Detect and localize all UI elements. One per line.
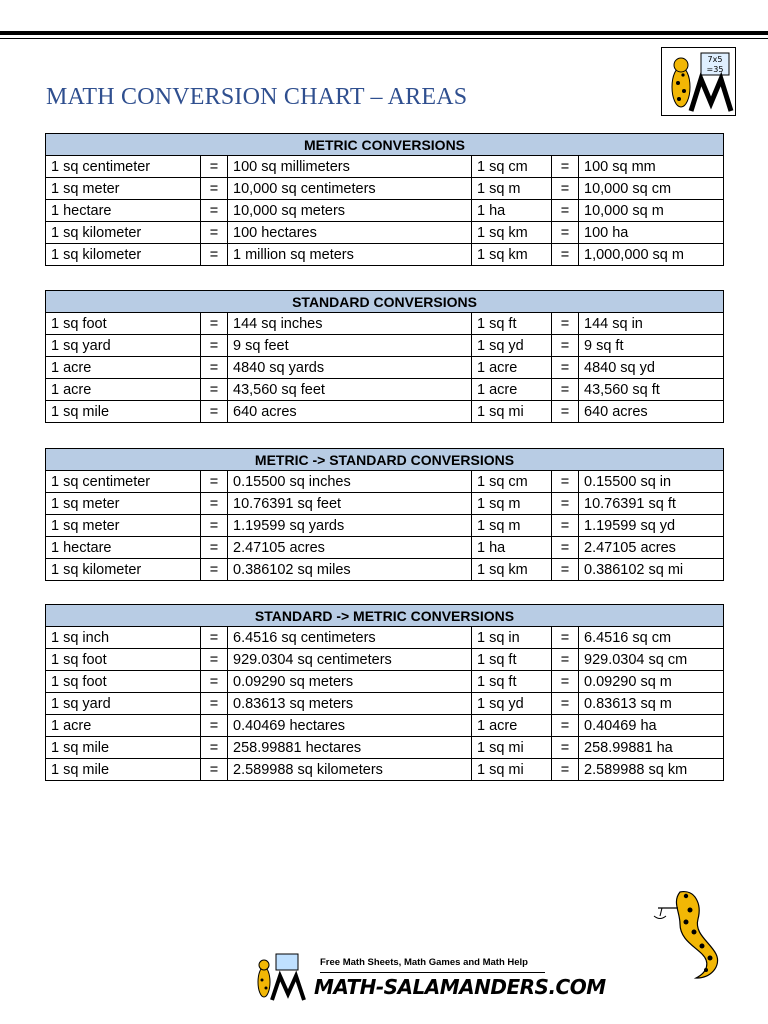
table-row [46,379,724,401]
to-value-cell: 0.386102 sq miles [228,559,472,581]
to-value-cell: 9 sq feet [228,335,472,357]
to-value-cell: 929.0304 sq centimeters [228,649,472,671]
equals-sign-cell: = [552,222,579,244]
equals-sign-cell: = [201,244,228,266]
table-heading: STANDARD CONVERSIONS [46,291,724,313]
equals-sign-cell: = [201,156,228,178]
to-abbr-cell: 2.589988 sq km [579,759,724,781]
equals-sign-cell: = [201,759,228,781]
to-value-cell: 2.589988 sq kilometers [228,759,472,781]
to-abbr-cell: 2.47105 acres [579,537,724,559]
from-unit-cell: 1 acre [46,379,201,401]
table-row [46,313,724,335]
from-abbr-cell: 1 acre [472,715,552,737]
footer-brand-link[interactable]: MATH-SALAMANDERS.COM [314,975,606,999]
to-value-cell: 6.4516 sq centimeters [228,627,472,649]
from-abbr-cell: 1 sq yd [472,335,552,357]
from-unit-cell: 1 sq kilometer [46,244,201,266]
equals-sign-cell: = [201,357,228,379]
table-row [46,471,724,493]
to-abbr-cell: 10.76391 sq ft [579,493,724,515]
to-abbr-cell: 4840 sq yd [579,357,724,379]
to-abbr-cell: 0.15500 sq in [579,471,724,493]
table-row [46,401,724,423]
equals-sign-cell: = [552,715,579,737]
from-unit-cell: 1 sq foot [46,313,201,335]
to-abbr-cell: 258.99881 ha [579,737,724,759]
equals-sign-cell: = [201,737,228,759]
equals-sign-cell: = [201,493,228,515]
to-abbr-cell: 10,000 sq m [579,200,724,222]
equals-sign-cell: = [552,335,579,357]
from-abbr-cell: 1 sq ft [472,313,552,335]
from-unit-cell: 1 sq mile [46,759,201,781]
to-value-cell: 43,560 sq feet [228,379,472,401]
to-value-cell: 1.19599 sq yards [228,515,472,537]
from-abbr-cell: 1 sq cm [472,156,552,178]
to-value-cell: 0.40469 hectares [228,715,472,737]
to-value-cell: 4840 sq yards [228,357,472,379]
to-abbr-cell: 1,000,000 sq m [579,244,724,266]
table-row [46,649,724,671]
to-value-cell: 258.99881 hectares [228,737,472,759]
equals-sign-cell: = [552,759,579,781]
to-abbr-cell: 10,000 sq cm [579,178,724,200]
equals-sign-cell: = [552,379,579,401]
to-value-cell: 144 sq inches [228,313,472,335]
to-value-cell: 0.09290 sq meters [228,671,472,693]
from-abbr-cell: 1 sq km [472,559,552,581]
from-unit-cell: 1 sq inch [46,627,201,649]
from-unit-cell: 1 sq centimeter [46,156,201,178]
table-row [46,335,724,357]
from-unit-cell: 1 sq mile [46,401,201,423]
footer-salamander-image [250,952,310,1002]
table-row [46,693,724,715]
from-unit-cell: 1 sq meter [46,178,201,200]
table-row [46,627,724,649]
to-value-cell: 640 acres [228,401,472,423]
footer-divider [320,972,545,973]
salamander-mascot-image [650,884,730,984]
table-row [46,244,724,266]
table-row [46,156,724,178]
table-row [46,737,724,759]
table-row [46,715,724,737]
table-heading: STANDARD -> METRIC CONVERSIONS [46,605,724,627]
equals-sign-cell: = [201,649,228,671]
equals-sign-cell: = [552,156,579,178]
standard-to-metric-table [45,604,724,781]
to-abbr-cell: 640 acres [579,401,724,423]
table-row [46,357,724,379]
equals-sign-cell: = [552,244,579,266]
table-row [46,559,724,581]
equals-sign-cell: = [552,537,579,559]
to-value-cell: 0.15500 sq inches [228,471,472,493]
equals-sign-cell: = [552,693,579,715]
standard-conversions-table [45,290,724,423]
to-value-cell: 100 sq millimeters [228,156,472,178]
table-row [46,515,724,537]
table-row [46,222,724,244]
from-abbr-cell: 1 acre [472,357,552,379]
from-abbr-cell: 1 sq ft [472,671,552,693]
equals-sign-cell: = [201,335,228,357]
from-unit-cell: 1 sq meter [46,515,201,537]
from-unit-cell: 1 acre [46,715,201,737]
metric-conversions-table [45,133,724,266]
equals-sign-cell: = [552,401,579,423]
table-row [46,200,724,222]
equals-sign-cell: = [552,515,579,537]
from-unit-cell: 1 acre [46,357,201,379]
to-abbr-cell: 0.40469 ha [579,715,724,737]
to-abbr-cell: 1.19599 sq yd [579,515,724,537]
from-abbr-cell: 1 sq km [472,222,552,244]
equals-sign-cell: = [552,627,579,649]
to-abbr-cell: 0.09290 sq m [579,671,724,693]
equals-sign-cell: = [552,559,579,581]
to-abbr-cell: 0.386102 sq mi [579,559,724,581]
table-row [46,537,724,559]
from-abbr-cell: 1 sq m [472,178,552,200]
equals-sign-cell: = [201,693,228,715]
equals-sign-cell: = [201,627,228,649]
equals-sign-cell: = [201,401,228,423]
from-abbr-cell: 1 sq mi [472,737,552,759]
from-unit-cell: 1 sq foot [46,671,201,693]
from-unit-cell: 1 sq yard [46,693,201,715]
from-abbr-cell: 1 sq in [472,627,552,649]
to-abbr-cell: 929.0304 sq cm [579,649,724,671]
from-abbr-cell: 1 sq mi [472,401,552,423]
from-unit-cell: 1 hectare [46,200,201,222]
from-abbr-cell: 1 sq m [472,493,552,515]
from-unit-cell: 1 sq centimeter [46,471,201,493]
svg-text:7x5: 7x5 [707,55,723,64]
from-abbr-cell: 1 ha [472,200,552,222]
to-value-cell: 10,000 sq centimeters [228,178,472,200]
to-abbr-cell: 0.83613 sq m [579,693,724,715]
equals-sign-cell: = [552,471,579,493]
from-abbr-cell: 1 sq km [472,244,552,266]
to-value-cell: 1 million sq meters [228,244,472,266]
to-abbr-cell: 100 sq mm [579,156,724,178]
to-value-cell: 100 hectares [228,222,472,244]
to-abbr-cell: 144 sq in [579,313,724,335]
to-abbr-cell: 43,560 sq ft [579,379,724,401]
equals-sign-cell: = [552,737,579,759]
equals-sign-cell: = [201,471,228,493]
table-row [46,178,724,200]
header-rule-thin [0,38,768,39]
equals-sign-cell: = [201,222,228,244]
from-unit-cell: 1 sq foot [46,649,201,671]
from-unit-cell: 1 sq kilometer [46,222,201,244]
from-abbr-cell: 1 sq m [472,515,552,537]
to-value-cell: 0.83613 sq meters [228,693,472,715]
equals-sign-cell: = [552,357,579,379]
table-row [46,759,724,781]
metric-to-standard-table [45,448,724,581]
to-value-cell: 2.47105 acres [228,537,472,559]
from-unit-cell: 1 sq meter [46,493,201,515]
math-salamanders-logo [661,47,736,116]
footer [250,952,606,1007]
footer-tagline: Free Math Sheets, Math Games and Math Help [320,957,528,968]
equals-sign-cell: = [201,515,228,537]
to-value-cell: 10.76391 sq feet [228,493,472,515]
svg-text:=35: =35 [706,65,724,74]
page-title: MATH CONVERSION CHART – AREAS [46,84,468,110]
from-abbr-cell: 1 ha [472,537,552,559]
equals-sign-cell: = [552,649,579,671]
from-unit-cell: 1 sq mile [46,737,201,759]
from-abbr-cell: 1 sq mi [472,759,552,781]
from-unit-cell: 1 hectare [46,537,201,559]
from-abbr-cell: 1 sq cm [472,471,552,493]
equals-sign-cell: = [201,200,228,222]
header-rule-thick [0,31,768,35]
from-unit-cell: 1 sq kilometer [46,559,201,581]
equals-sign-cell: = [201,379,228,401]
to-value-cell: 10,000 sq meters [228,200,472,222]
to-abbr-cell: 9 sq ft [579,335,724,357]
equals-sign-cell: = [201,313,228,335]
from-abbr-cell: 1 sq ft [472,649,552,671]
equals-sign-cell: = [201,537,228,559]
equals-sign-cell: = [552,200,579,222]
equals-sign-cell: = [552,313,579,335]
table-heading: METRIC -> STANDARD CONVERSIONS [46,449,724,471]
from-abbr-cell: 1 sq yd [472,693,552,715]
equals-sign-cell: = [201,715,228,737]
equals-sign-cell: = [552,178,579,200]
equals-sign-cell: = [201,178,228,200]
table-row [46,671,724,693]
from-unit-cell: 1 sq yard [46,335,201,357]
table-row [46,493,724,515]
from-abbr-cell: 1 acre [472,379,552,401]
table-heading: METRIC CONVERSIONS [46,134,724,156]
equals-sign-cell: = [552,671,579,693]
equals-sign-cell: = [552,493,579,515]
equals-sign-cell: = [201,559,228,581]
to-abbr-cell: 100 ha [579,222,724,244]
equals-sign-cell: = [201,671,228,693]
to-abbr-cell: 6.4516 sq cm [579,627,724,649]
